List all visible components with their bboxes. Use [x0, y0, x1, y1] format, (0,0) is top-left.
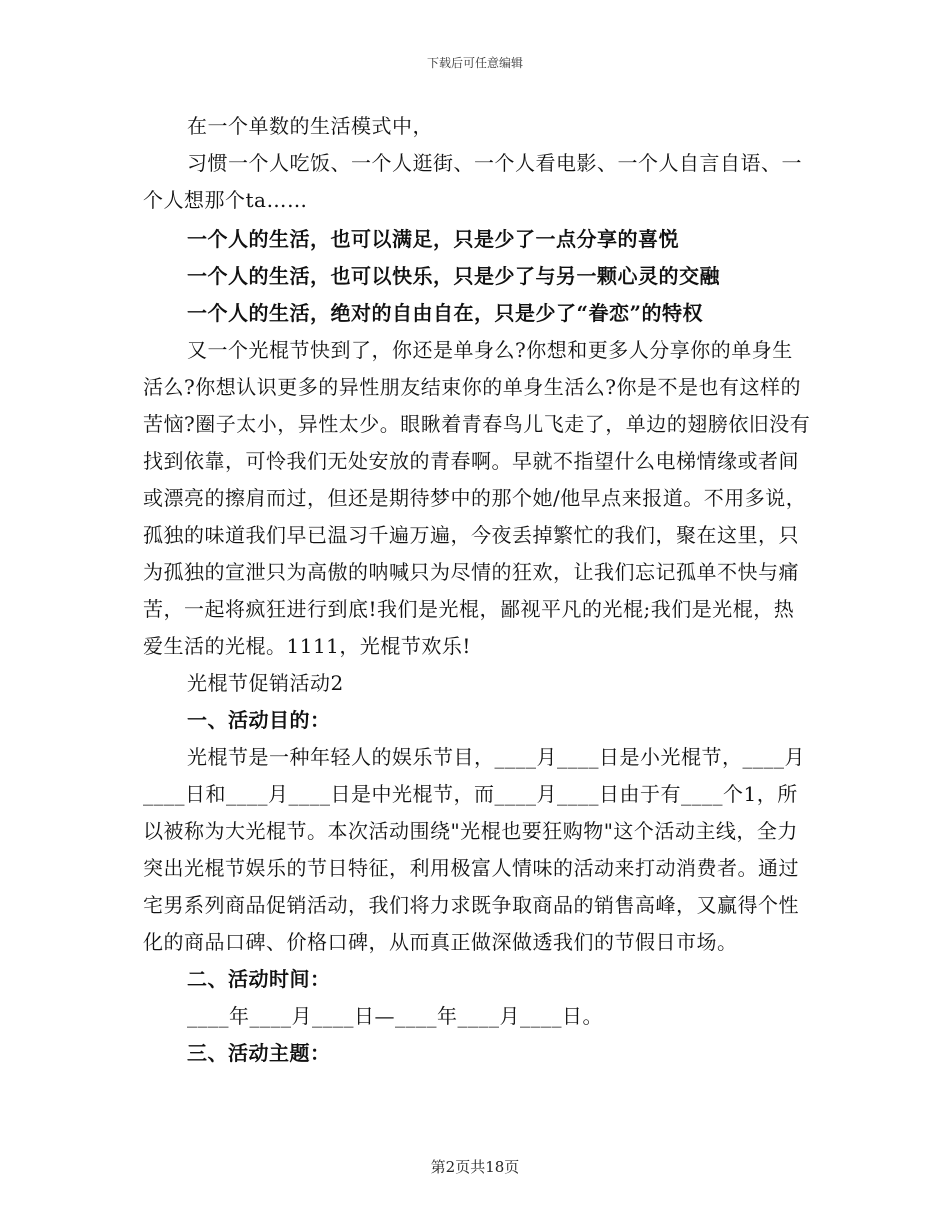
paragraph-activity-time: ____年____月____日—____年____月____日。	[187, 1004, 603, 1028]
paragraph-habits: 习惯一个人吃饭、一个人逛街、一个人看电影、一个人自言自语、一个人想那个ta……	[143, 151, 802, 212]
heading-activity-theme: 三、活动主题：	[187, 1041, 331, 1065]
paragraph-singles-day: 又一个光棍节快到了，你还是单身么?你想和更多人分享你的单身生活么?你想认识更多的异性朋友结束你的单身生活么?你是不是也有这样的苦恼?圈子太小，异性太少。眼瞅着青春鸟儿飞走了，单边的翅膀依旧没有找到依靠，可怜我们无处安放的青春啊。早就不指望什么电梯情缘或者间或漂亮的擦肩而过，但还是期待梦中的那个她/他早点来报道。不用多说，孤独的味道我们早已温习千遍万遍，今夜丢掉繁忙的我们，聚在这里，只为孤独的宣泄只为高傲的呐喊只为尽情的狂欢，让我们忘记孤单不快与痛苦，一起将疯狂进行到底!我们是光棍，鄙视平凡的光棍;我们是光棍，热爱生活的光棍。1111，光棍节欢乐!	[143, 338, 811, 658]
page-footer: 第2页共18页	[430, 1158, 520, 1176]
paragraph-intro: 在一个单数的生活模式中，	[187, 114, 433, 138]
bold-line-1: 一个人的生活，也可以满足，只是少了一点分享的喜悦	[187, 227, 679, 251]
heading-activity-purpose: 一、活动目的：	[187, 708, 331, 732]
bold-line-2: 一个人的生活，也可以快乐，只是少了与另一颗心灵的交融	[187, 264, 720, 288]
heading-activity-time: 二、活动时间：	[187, 967, 331, 991]
section-title-promo-2: 光棍节促销活动2	[187, 671, 344, 695]
page-header: 下载后可任意编辑	[426, 56, 523, 70]
bold-line-3: 一个人的生活，绝对的自由自在，只是少了“眷恋”的特权	[187, 301, 704, 325]
paragraph-activity-purpose: 光棍节是一种年轻人的娱乐节目，____月____日是小光棍节，____月____日和____月____日是中光棍节，而____月____日由于有____个1，所以被称为大光棍节。本次活动围绕"光棍也要狂购物"这个活动主线，全力突出光棍节娱乐的节日特征，利用极富人情味的活动来打动消费者。通过宅男系列商品促销活动，我们将力求既争取商品的销售高峰，又赢得个性化的商品口碑、价格口碑，从而真正做深做透我们的节假日市场。	[143, 745, 805, 954]
document-body	[143, 108, 811, 1072]
